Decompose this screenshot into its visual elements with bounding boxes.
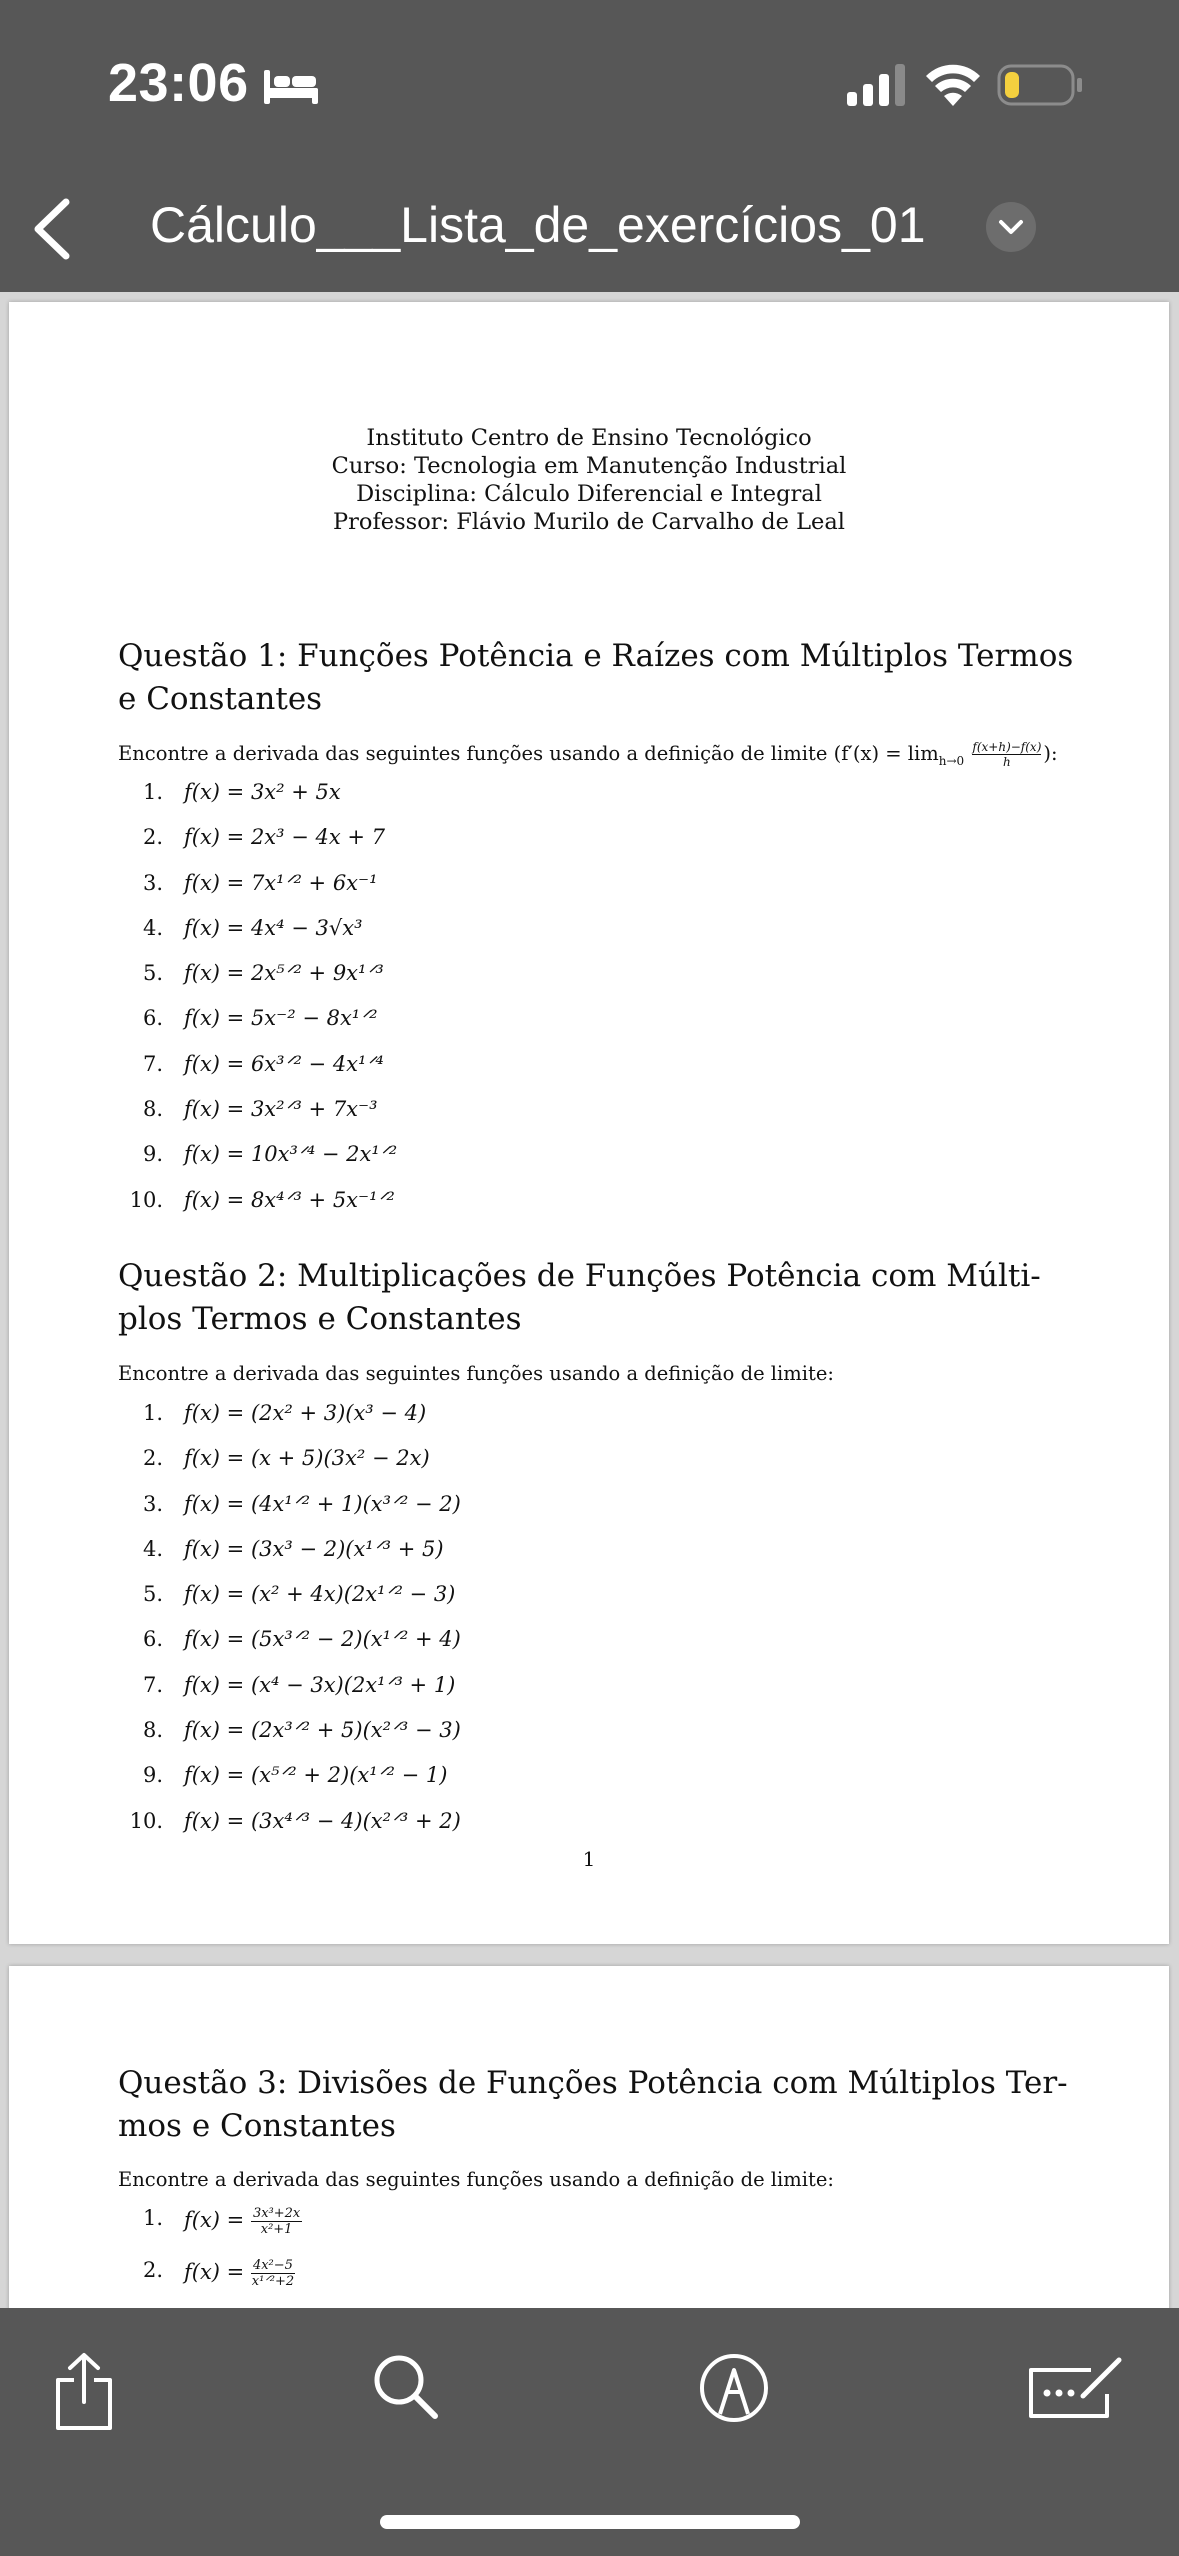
item-expression: f(x) = 2x³ − 4x + 7 (184, 825, 386, 850)
section-1-title: Questão 1: Funções Potência e Raízes com Múltiplos Termos e Constantes (118, 638, 1074, 717)
battery-low-icon (997, 62, 1083, 108)
item-number: 9. (142, 1142, 163, 1167)
item-expression: f(x) = (3x³ − 2)(x¹ᐟ³ + 5) (184, 1536, 444, 1561)
markup-pen-icon (698, 2352, 770, 2424)
item-expression: f(x) = (x⁴ − 3x)(2x¹ᐟ³ + 1) (184, 1672, 456, 1697)
share-icon (50, 2352, 118, 2432)
item-number: 6. (142, 1627, 163, 1652)
section-2-intro: Encontre a derivada das seguintes funções usando a definição de limite: (118, 1362, 834, 1385)
document-header (9, 424, 1169, 536)
keyboard-edit-icon (1025, 2352, 1125, 2422)
item-expression: f(x) = (x + 5)(3x² − 2x) (184, 1446, 430, 1471)
item-expression: f(x) = (4x¹ᐟ² + 1)(x³ᐟ² − 2) (184, 1491, 461, 1516)
pdf-page-2: Questão 3: Divisões de Funções Potência com Múltiplos Ter- mos e Constantes Encontre a derivada das seguintes funções usando a definição de limite: 1. f(x) = $\frac{\text{3x³+2x}}{\text{x²+1}}$ 2. f(x) = 4x²−5 x¹ᐟ²+2 (9, 1966, 1169, 2308)
header-course: Curso: Tecnologia em Manutenção Industrial (331, 453, 847, 479)
item-expression: f(x) = 4x⁴ − 3√x³ (184, 915, 363, 940)
item-expression: f(x) = (x² + 4x)(2x¹ᐟ² − 3) (184, 1582, 456, 1607)
back-button[interactable] (20, 194, 90, 264)
item-expression: f(x) = 8x⁴ᐟ³ + 5x⁻¹ᐟ² (184, 1187, 395, 1212)
cellular-signal-icon (845, 62, 909, 108)
item-expression: f(x) = 10x³ᐟ⁴ − 2x¹ᐟ² (184, 1142, 398, 1167)
home-indicator[interactable] (380, 2515, 800, 2529)
document-title[interactable]: Cálculo___Lista_de_exercícios_01 (150, 197, 926, 253)
share-button[interactable] (50, 2352, 118, 2432)
item-number: 4. (142, 915, 163, 940)
item-number: 8. (142, 1097, 163, 1122)
item-expression: f(x) = 3x²ᐟ³ + 7x⁻³ (184, 1097, 378, 1122)
keyboard-edit-button[interactable] (1025, 2352, 1125, 2422)
item-expression: f(x) = 6x³ᐟ² − 4x¹ᐟ⁴ (184, 1051, 384, 1076)
section-3-title: Questão 3: Divisões de Funções Potência com Múltiplos Ter- mos e Constantes (118, 2065, 1068, 2144)
section-3-intro: Encontre a derivada das seguintes funções usando a definição de limite: (118, 2168, 834, 2191)
item-number: 10. (129, 1808, 163, 1833)
item-expression: f(x) = (2x² + 3)(x³ − 4) (184, 1401, 427, 1425)
header-professor: Professor: Flávio Murilo de Carvalho de Leal (333, 509, 845, 535)
item-number: 3. (142, 1491, 163, 1516)
sleep-focus-icon (262, 66, 320, 106)
item-expression: f(x) = 7x¹ᐟ² + 6x⁻¹ (184, 870, 378, 895)
chevron-down-icon (986, 202, 1036, 252)
status-bar (0, 0, 1179, 180)
pdf-page-1 (9, 302, 1169, 1944)
item-number: 5. (142, 1582, 163, 1607)
title-menu-button[interactable] (986, 202, 1036, 252)
item-number: 5. (142, 961, 163, 986)
section-1-intro: Encontre a derivada das seguintes funções usando a definição de limite ($f'(x) = \lim_{h\to 0}$ $\frac{f(x+h)-f(x)}{h}$ ): (118, 740, 1058, 769)
header-discipline: Disciplina: Cálculo Diferencial e Integral (356, 481, 822, 507)
item-number: 1. (142, 780, 163, 804)
item-number: 7. (142, 1051, 163, 1076)
item-expression: f(x) = (5x³ᐟ² − 2)(x¹ᐟ² + 4) (184, 1627, 461, 1652)
item-number: 2. (142, 1446, 163, 1471)
wifi-icon (924, 60, 982, 108)
status-time: 23:06 (108, 53, 249, 113)
item-expression: f(x) = 3x² + 5x (184, 780, 341, 804)
item-number: 10. (129, 1187, 163, 1212)
item-expression: f(x) = (3x⁴ᐟ³ − 4)(x²ᐟ³ + 2) (184, 1808, 461, 1833)
item-number: 8. (142, 1718, 163, 1743)
item-number: 1. (142, 1401, 163, 1425)
battery-level (1005, 72, 1019, 98)
item-expression: f(x) = 2x⁵ᐟ² + 9x¹ᐟ³ (184, 961, 384, 986)
item-expression: f(x) = 5x⁻² − 8x¹ᐟ² (184, 1006, 378, 1031)
search-icon (371, 2352, 441, 2422)
page-number: 1 (582, 1847, 596, 1871)
item-number: 2. (142, 825, 163, 850)
pdf-viewer[interactable] (0, 292, 1179, 2308)
search-button[interactable] (371, 2352, 441, 2422)
item-number: 7. (142, 1672, 163, 1697)
item-expression: f(x) = (x⁵ᐟ² + 2)(x¹ᐟ² − 1) (184, 1763, 448, 1788)
item-number: 6. (142, 1006, 163, 1031)
section-2-title: Questão 2: Multiplicações de Funções Potência com Múlti- plos Termos e Constantes (118, 1258, 1041, 1337)
item-number: 3. (142, 870, 163, 895)
header-institution: Instituto Centro de Ensino Tecnológico (366, 425, 812, 451)
item-expression: f(x) = (2x³ᐟ² + 5)(x²ᐟ³ − 3) (184, 1718, 461, 1743)
item-number: 9. (142, 1763, 163, 1788)
markup-button[interactable] (698, 2352, 770, 2424)
item-number: 4. (142, 1536, 163, 1561)
